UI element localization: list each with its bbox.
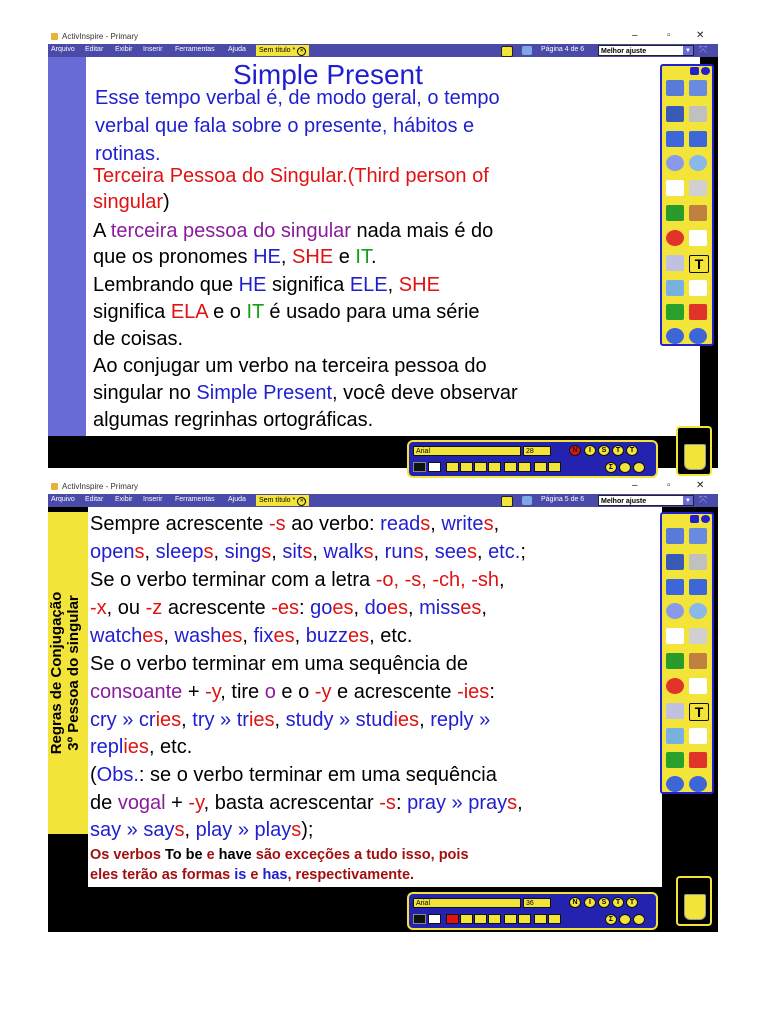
settings-tools-icon[interactable] <box>689 180 707 196</box>
text-line: verbal que fala sobre o presente, hábitos e <box>95 115 475 137</box>
text-line: significa ELA e o IT é usado para uma série <box>93 301 480 323</box>
text-line: singular) <box>93 191 170 213</box>
text-line: de vogal + -y, basta acrescentar -s: pray » prays, <box>90 792 523 814</box>
text-line: (Obs.: se o verbo terminar em uma sequência <box>90 764 497 786</box>
outdent-button[interactable] <box>518 914 531 924</box>
text-line: singular no Simple Present, você deve observar <box>93 382 518 404</box>
menu-arquivo[interactable]: Arquivo <box>51 496 75 503</box>
page-edit-icon[interactable] <box>689 280 707 296</box>
menu-inserir[interactable]: Inserir <box>143 46 163 53</box>
subscript-button[interactable]: T <box>626 897 638 908</box>
text-line: Os verbos To be e have são exceções a tudo isso, pois <box>90 847 469 863</box>
menu-ferramentas[interactable]: Ferramentas <box>175 46 215 53</box>
numbering-button[interactable] <box>548 914 561 924</box>
title-bar <box>48 480 718 494</box>
font-size-value: 28 <box>526 448 534 455</box>
superscript-button[interactable]: T <box>612 445 624 456</box>
undo-icon[interactable] <box>666 776 684 792</box>
clock-icon[interactable] <box>689 603 707 619</box>
gallery-icon[interactable] <box>666 554 684 570</box>
slide-heading: Simple Present <box>233 59 423 90</box>
align-left-button[interactable] <box>446 462 459 472</box>
align-center-button[interactable] <box>460 462 473 472</box>
title-bar <box>48 30 718 44</box>
maximize-button[interactable]: ▫ <box>667 480 671 491</box>
chevron-down-icon: ▼ <box>683 46 693 55</box>
menu-ferramentas[interactable]: Ferramentas <box>175 496 215 503</box>
zoom-select[interactable] <box>598 45 694 56</box>
minimize-button[interactable]: – <box>632 480 638 491</box>
play-icon[interactable] <box>666 603 684 619</box>
tools-icon[interactable] <box>689 554 707 570</box>
trash-panel[interactable] <box>676 426 712 476</box>
highlighter-icon[interactable] <box>689 205 707 221</box>
trash-icon[interactable] <box>684 894 706 920</box>
camera-icon[interactable] <box>666 280 684 296</box>
zoom-value: Melhor ajuste <box>601 48 647 55</box>
menu-bar <box>48 494 718 507</box>
table-button[interactable] <box>633 462 645 473</box>
document-tab-label: Sem título * <box>259 47 296 54</box>
strikethrough-button[interactable]: S <box>598 897 610 908</box>
window-title: ActivInspire - Primary <box>62 482 139 491</box>
fill-icon[interactable] <box>666 703 684 719</box>
close-button[interactable]: ✕ <box>696 30 705 41</box>
bullets-button[interactable] <box>534 462 547 472</box>
highlight-color-button[interactable] <box>428 914 441 924</box>
menu-editar[interactable]: Editar <box>85 496 104 503</box>
connector-icon[interactable] <box>689 230 707 246</box>
next-page-icon[interactable] <box>689 131 707 147</box>
menu-exibir[interactable]: Exibir <box>115 46 133 53</box>
reset-icon[interactable] <box>689 304 707 320</box>
menu-inserir[interactable]: Inserir <box>143 496 163 503</box>
strikethrough-button[interactable]: S <box>598 445 610 456</box>
activinspire-app-icon <box>51 33 58 40</box>
camera-icon[interactable] <box>666 728 684 744</box>
keyboard-button[interactable] <box>619 914 631 925</box>
align-center-button[interactable] <box>460 914 473 924</box>
font-name-select[interactable] <box>413 898 521 908</box>
close-toolbox-icon[interactable] <box>701 515 710 523</box>
menu-ajuda[interactable]: Ajuda <box>228 46 246 53</box>
menu-arquivo[interactable]: Arquivo <box>51 46 75 53</box>
page-indicator: Página 5 de 6 <box>541 496 585 503</box>
zoom-value: Melhor ajuste <box>601 498 647 505</box>
tools-icon[interactable] <box>689 106 707 122</box>
pen-icon[interactable] <box>666 653 684 669</box>
page-nav-icon[interactable] <box>501 46 513 57</box>
previous-page-icon[interactable] <box>666 579 684 595</box>
document-tab[interactable] <box>256 45 309 56</box>
bullets-button[interactable] <box>534 914 547 924</box>
main-toolbox[interactable] <box>660 512 714 794</box>
page-browser-icon[interactable] <box>522 46 532 55</box>
menu-ajuda[interactable]: Ajuda <box>228 496 246 503</box>
vertical-title <box>48 512 88 834</box>
fill-icon[interactable] <box>666 255 684 271</box>
page-browser-icon[interactable] <box>522 496 532 505</box>
text-line: watches, washes, fixes, buzzes, etc. <box>90 625 413 647</box>
activinspire-app-icon <box>51 483 58 490</box>
flipchart-page[interactable] <box>86 57 662 436</box>
select-arrow-icon[interactable] <box>666 180 684 196</box>
text-tool-icon[interactable]: T <box>689 255 709 273</box>
indent-button[interactable] <box>504 462 517 472</box>
pin-icon[interactable] <box>690 515 699 523</box>
text-line: algumas regrinhas ortográficas. <box>93 409 374 431</box>
table-button[interactable] <box>633 914 645 925</box>
gallery-icon[interactable] <box>666 106 684 122</box>
justify-button[interactable] <box>488 914 501 924</box>
text-line: Esse tempo verbal é, de modo geral, o tempo <box>95 87 500 109</box>
flipchart-icon[interactable] <box>666 528 684 544</box>
bold-button[interactable]: N <box>569 445 581 456</box>
zoom-select[interactable] <box>598 495 694 506</box>
vertical-title-line-1: Regras de Conjugação <box>48 591 65 755</box>
minimize-button[interactable]: – <box>632 30 638 41</box>
close-tab-icon[interactable]: ✕ <box>297 497 306 506</box>
reset-icon[interactable] <box>689 752 707 768</box>
shape-icon[interactable] <box>666 230 684 246</box>
shape-icon[interactable] <box>666 678 684 694</box>
text-color-button[interactable] <box>413 914 426 924</box>
window-slide-5 <box>48 480 718 932</box>
subscript-button[interactable]: T <box>626 445 638 456</box>
previous-page-icon[interactable] <box>666 131 684 147</box>
trash-panel[interactable] <box>676 876 712 926</box>
text-line: A terceira pessoa do singular nada mais é do <box>93 220 494 242</box>
window-slide-4 <box>48 30 718 471</box>
symbols-button[interactable]: Σ <box>605 914 617 925</box>
text-line: de coisas. <box>93 328 184 350</box>
trash-icon[interactable] <box>684 444 706 470</box>
flipchart-page[interactable] <box>88 507 662 887</box>
text-line: Sempre acrescente -s ao verbo: reads, writes, <box>90 513 500 535</box>
window-title: ActivInspire - Primary <box>62 32 139 41</box>
vertical-title-line-2: 3º Pessoa do singular <box>65 595 82 751</box>
close-tab-icon[interactable]: ✕ <box>297 47 306 56</box>
maximize-button[interactable]: ▫ <box>667 30 671 41</box>
main-toolbox[interactable] <box>660 64 714 346</box>
page-edit-icon[interactable] <box>689 728 707 744</box>
text-line: replies, etc. <box>90 736 193 758</box>
connector-icon[interactable] <box>689 678 707 694</box>
undo-icon[interactable] <box>666 328 684 344</box>
eraser-icon[interactable] <box>666 752 684 768</box>
text-line: Se o verbo terminar com a letra -o, -s, -ch, -sh, <box>90 569 505 591</box>
text-line: Terceira Pessoa do Singular.(Third person of <box>93 165 489 187</box>
text-line: -x, ou -z acrescente -es: goes, does, misses, <box>90 597 487 619</box>
flipchart-icon[interactable] <box>666 80 684 96</box>
text-color-button[interactable] <box>413 462 426 472</box>
font-name-value: Arial <box>416 448 431 455</box>
numbering-button[interactable] <box>548 462 561 472</box>
browser-icon[interactable] <box>689 80 707 96</box>
menu-editar[interactable]: Editar <box>85 46 104 53</box>
highlighter-icon[interactable] <box>689 653 707 669</box>
outdent-button[interactable] <box>518 462 531 472</box>
text-line: Se o verbo terminar em uma sequência de <box>90 653 468 675</box>
italic-button[interactable]: I <box>584 897 596 908</box>
superscript-button[interactable]: T <box>612 897 624 908</box>
page-nav-icon[interactable] <box>501 496 513 507</box>
text-line: eles terão as formas is e has, respectivamente. <box>90 867 415 883</box>
document-tab-label: Sem título * <box>259 497 296 504</box>
font-name-select[interactable] <box>413 446 521 456</box>
redo-icon[interactable] <box>689 776 707 792</box>
expand-arrows-icon[interactable]: ⤧ <box>699 495 707 506</box>
clock-icon[interactable] <box>689 155 707 171</box>
text-formatting-toolbar[interactable] <box>407 892 658 930</box>
menu-exibir[interactable]: Exibir <box>115 496 133 503</box>
font-size-value: 36 <box>526 900 534 907</box>
bold-button[interactable]: N <box>569 897 581 908</box>
chevron-down-icon: ▼ <box>683 496 693 505</box>
close-button[interactable]: ✕ <box>696 480 705 491</box>
highlight-color-button[interactable] <box>428 462 441 472</box>
page-indicator: Página 4 de 6 <box>541 46 585 53</box>
pin-icon[interactable] <box>690 67 699 75</box>
play-icon[interactable] <box>666 155 684 171</box>
indent-button[interactable] <box>504 914 517 924</box>
text-line: Ao conjugar um verbo na terceira pessoa do <box>93 355 487 377</box>
redo-icon[interactable] <box>689 328 707 344</box>
eraser-icon[interactable] <box>666 304 684 320</box>
text-line: rotinas. <box>95 143 161 165</box>
settings-tools-icon[interactable] <box>689 628 707 644</box>
font-name-value: Arial <box>416 900 431 907</box>
next-page-icon[interactable] <box>689 579 707 595</box>
symbols-button[interactable]: Σ <box>605 462 617 473</box>
text-line: que os pronomes HE, SHE e IT. <box>93 246 377 268</box>
pen-icon[interactable] <box>666 205 684 221</box>
font-size-select[interactable] <box>523 898 551 908</box>
vertical-title-banner <box>48 512 88 834</box>
text-line: opens, sleeps, sings, sits, walks, runs, sees, etc.; <box>90 541 526 563</box>
text-line: say » says, play » plays); <box>90 819 314 841</box>
close-toolbox-icon[interactable] <box>701 67 710 75</box>
select-arrow-icon[interactable] <box>666 628 684 644</box>
text-line: consoante + -y, tire o e o -y e acrescente -ies: <box>90 681 495 703</box>
align-right-button[interactable] <box>474 914 487 924</box>
expand-arrows-icon[interactable]: ⤧ <box>699 45 707 56</box>
menu-bar <box>48 44 718 57</box>
font-size-select[interactable] <box>523 446 551 456</box>
italic-button[interactable]: I <box>584 445 596 456</box>
text-tool-icon[interactable]: T <box>689 703 709 721</box>
text-line: cry » cries, try » tries, study » studies, reply » <box>90 709 491 731</box>
align-right-button[interactable] <box>474 462 487 472</box>
keyboard-button[interactable] <box>619 462 631 473</box>
browser-icon[interactable] <box>689 528 707 544</box>
align-left-button[interactable] <box>446 914 459 924</box>
text-line: Lembrando que HE significa ELE, SHE <box>93 274 440 296</box>
text-formatting-toolbar[interactable] <box>407 440 658 478</box>
justify-button[interactable] <box>488 462 501 472</box>
document-tab[interactable] <box>256 495 309 506</box>
